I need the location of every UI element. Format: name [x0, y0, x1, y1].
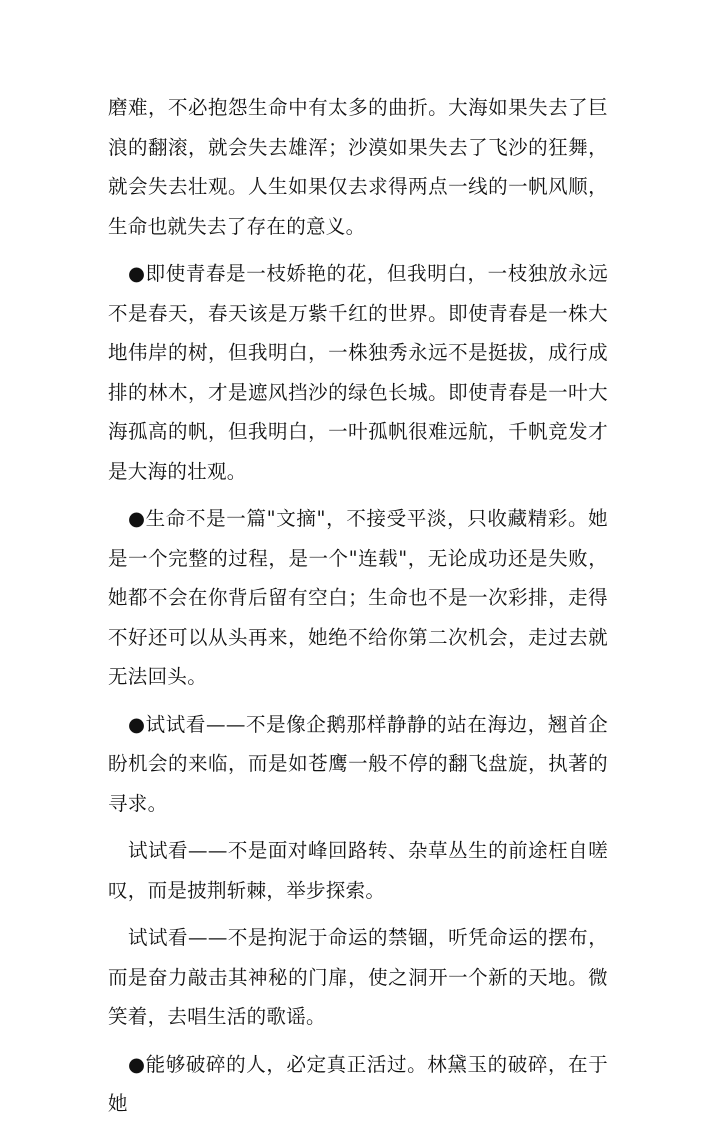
paragraph-1: 磨难，不必抱怨生命中有太多的曲折。大海如果失去了巨浪的翻滚，就会失去雄浑；沙漠如果失去了飞沙的狂舞，就会失去壮观。人生如果仅去求得两点一线的一帆风顺，生命也就失去了存在的意义。	[108, 96, 608, 238]
paragraph-3: ●生命不是一篇"文摘"，不接受平淡，只收藏精彩。她是一个完整的过程，是一个"连载"，无论成功还是失败，她都不会在你背后留有空白；生命也不是一次彩排，走得不好还可以从头再来，她绝不给你第二次机会，走过去就无法回头。	[108, 507, 608, 688]
paragraph-5: 试试看——不是面对峰回路转、杂草丛生的前途枉自嗟叹，而是披荆斩棘，举步探索。	[108, 839, 608, 902]
document-page	[108, 88, 608, 1124]
paragraph-6: 试试看——不是拘泥于命运的禁锢，听凭命运的摆布，而是奋力敲击其神秘的门扉，使之洞开一个新的天地。微笑着，去唱生活的歌谣。	[108, 926, 608, 1028]
paragraph-7: ●能够破碎的人，必定真正活过。林黛玉的破碎，在于她	[108, 1052, 608, 1115]
paragraph-2: ●即使青春是一枝娇艳的花，但我明白，一枝独放永远不是春天，春天该是万紫千红的世界。即使青春是一株大地伟岸的树，但我明白，一株独秀永远不是挺拔，成行成排的林木，才是遮风挡沙的绿色长城。即使青春是一叶大海孤高的帆，但我明白，一叶孤帆很难远航，千帆竞发才是大海的壮观。	[108, 262, 608, 483]
paragraph-4: ●试试看——不是像企鹅那样静静的站在海边，翘首企盼机会的来临，而是如苍鹰一般不停的翻飞盘旋，执著的寻求。	[108, 712, 608, 815]
